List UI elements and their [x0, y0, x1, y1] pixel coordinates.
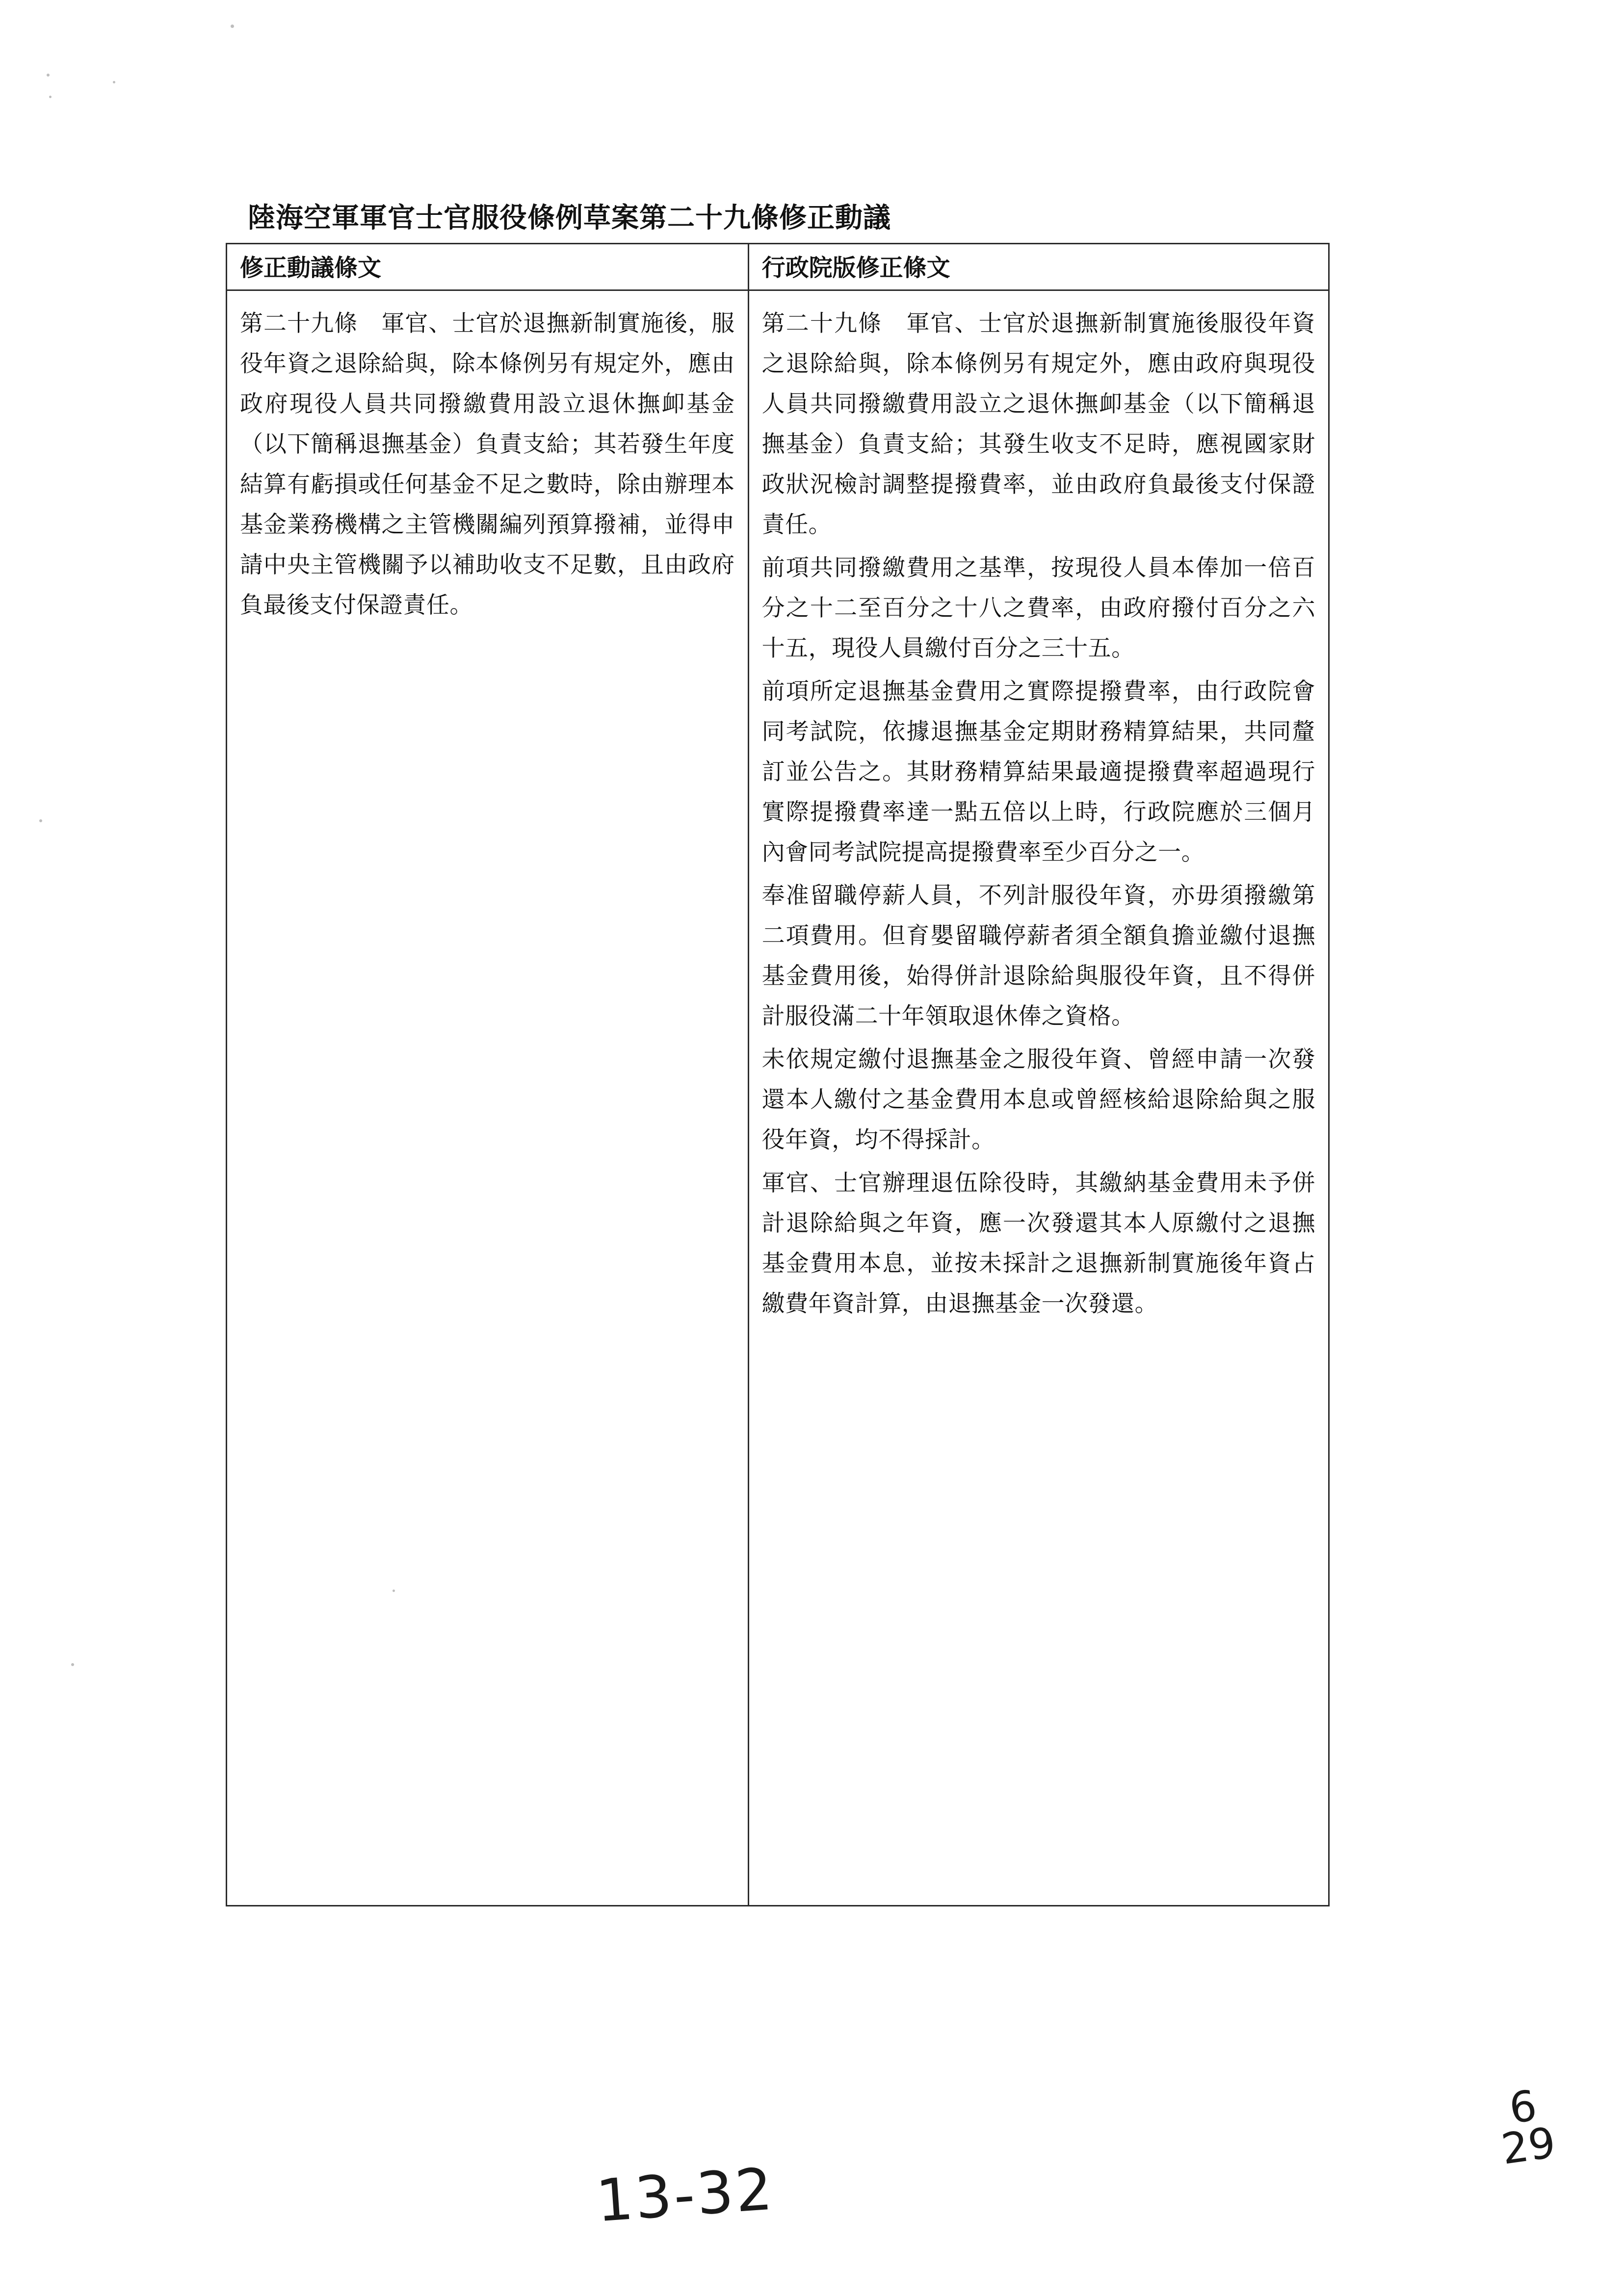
comparison-table — [226, 243, 1330, 1906]
scan-speckle — [231, 25, 234, 28]
handwritten-page-number-bottom: 13-32 — [594, 2155, 777, 2235]
paragraph: 第二十九條 軍官、士官於退撫新制實施後服役年資之退除給與，除本條例另有規定外，應由政府與現役人員共同撥繳費用設立之退休撫卹基金（以下簡稱退撫基金）負責支給；其發生收支不足時，應視國家財政狀況檢討調整提撥費率，並由政府負最後支付保證責任。 — [761, 310, 1315, 538]
paragraph: 前項所定退撫基金費用之實際提撥費率，由行政院會同考試院，依據退撫基金定期財務精算結果，共同釐訂並公告之。其財務精算結果最適提撥費率超過現行實際提撥費率達一點五倍以上時，行政院應於三個月內會同考試院提高提撥費率至少百分之一。 — [761, 678, 1315, 866]
paragraph: 軍官、士官辦理退伍除役時，其繳納基金費用未予併計退除給與之年資，應一次發還其本人原繳付之退撫基金費用本息，並按未採計之退撫新制實施後年資占繳費年資計算，由退撫基金一次發還。 — [761, 1170, 1315, 1317]
scan-speckle — [71, 1663, 74, 1666]
scan-speckle — [47, 74, 50, 77]
page-title: 陸海空軍軍官士官服役條例草案第二十九條修正動議 — [248, 202, 891, 234]
handwritten-page-number-right — [1493, 2081, 1559, 2174]
table-cell-executive-yuan-version — [749, 291, 1328, 1905]
paragraph: 第二十九條 軍官、士官於退撫新制實施後，服役年資之退除給與，除本條例另有規定外，應由政府現役人員共同撥繳費用設立退休撫卹基金（以下簡稱退撫基金）負責支給；其若發生年度結算有虧損或任何基金不足之數時，除由辦理本基金業務機構之主管機關編列預算撥補，並得申請中央主管機關予以補助收支不足數，且由政府負最後支付保證責任。 — [240, 310, 735, 619]
table-header-executive-yuan-version: 行政院版修正條文 — [761, 254, 950, 282]
table-cell-amendment-motion — [227, 291, 749, 1905]
table-header-amendment-motion: 修正動議條文 — [227, 244, 749, 289]
scan-speckle — [39, 819, 42, 822]
handwritten-page-number-right-top: 6 — [1506, 2081, 1540, 2134]
table-header-row — [227, 244, 1328, 291]
scan-speckle — [49, 96, 52, 98]
table-body-row — [227, 291, 1328, 1905]
scan-speckle — [113, 81, 115, 83]
paragraph: 未依規定繳付退撫基金之服役年資、曾經申請一次發還本人繳付之基金費用本息或曾經核給退除給與之服役年資，均不得採計。 — [761, 1046, 1315, 1153]
handwritten-page-number-right-bottom: 29 — [1498, 2118, 1559, 2174]
paragraph: 奉准留職停薪人員，不列計服役年資，亦毋須撥繳第二項費用。但育嬰留職停薪者須全額負擔並繳付退撫基金費用後，始得併計退除給與服役年資，且不得併計服役滿二十年領取退休俸之資格。 — [761, 882, 1315, 1030]
paragraph: 前項共同撥繳費用之基準，按現役人員本俸加一倍百分之十二至百分之十八之費率，由政府撥付百分之六十五，現役人員繳付百分之三十五。 — [761, 554, 1315, 662]
